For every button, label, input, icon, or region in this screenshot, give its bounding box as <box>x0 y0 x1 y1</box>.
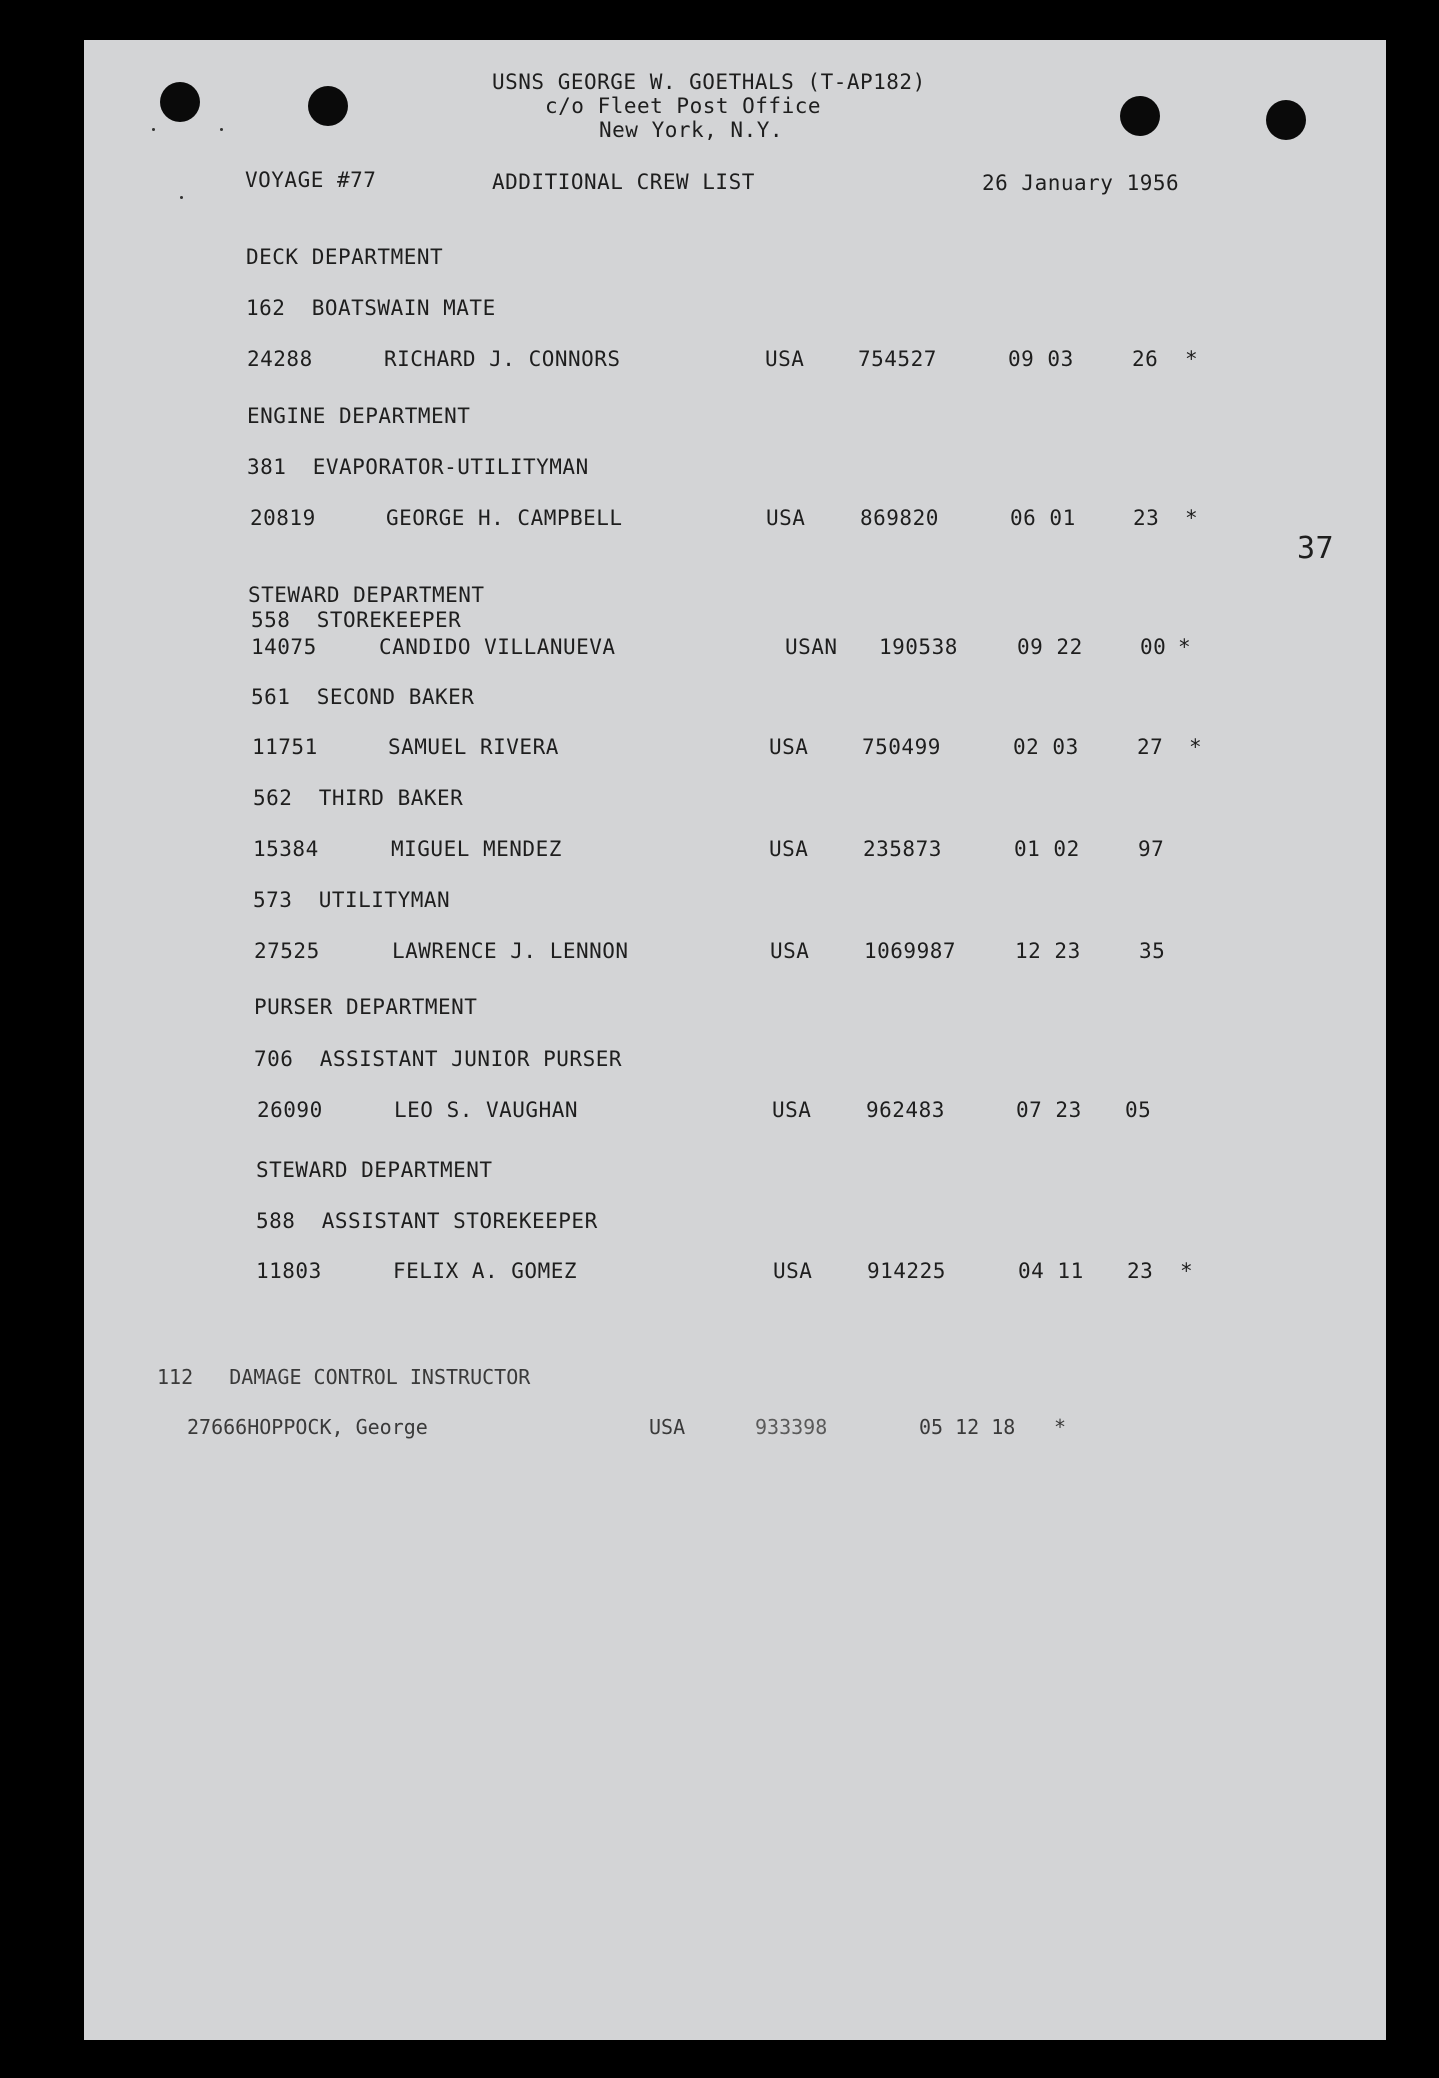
asterisk-mark: * <box>1178 635 1192 659</box>
page-number: 37 <box>1297 531 1335 566</box>
crew-nationality: USA <box>772 1098 812 1122</box>
punch-hole <box>160 82 200 122</box>
punch-hole <box>1266 100 1306 140</box>
list-title: ADDITIONAL CREW LIST <box>492 170 755 194</box>
punch-hole <box>308 86 348 126</box>
crew-name: CANDIDO VILLANUEVA <box>379 635 616 659</box>
crew-number: 914225 <box>867 1259 946 1283</box>
crew-code: 00 <box>1140 635 1167 659</box>
crew-id: 11751 <box>252 735 318 759</box>
voyage-number: VOYAGE #77 <box>245 168 377 192</box>
asterisk-mark: * <box>1180 1259 1194 1283</box>
crew-id: 11803 <box>256 1259 322 1283</box>
crew-name: LEO S. VAUGHAN <box>394 1098 579 1122</box>
crew-number: 1069987 <box>864 939 957 963</box>
crew-id: 24288 <box>247 347 313 371</box>
crew-nationality: USA <box>773 1259 813 1283</box>
crew-date-code: 07 23 <box>1016 1098 1082 1122</box>
crew-nationality: USA <box>649 1415 686 1439</box>
crew-code: 05 <box>1125 1098 1152 1122</box>
crew-id: 14075 <box>251 635 317 659</box>
crew-code: 35 <box>1139 939 1166 963</box>
crew-code: 26 <box>1132 347 1159 371</box>
crew-name: MIGUEL MENDEZ <box>391 837 562 861</box>
crew-number: 962483 <box>866 1098 945 1122</box>
address-line-1: c/o Fleet Post Office <box>545 94 822 118</box>
position-title: 162 BOATSWAIN MATE <box>246 296 496 320</box>
crew-nationality: USAN <box>785 635 838 659</box>
asterisk-mark: * <box>1054 1415 1067 1439</box>
position-title: 562 THIRD BAKER <box>253 786 464 810</box>
crew-row <box>84 1259 1386 1285</box>
crew-row <box>84 939 1386 965</box>
department-heading: STEWARD DEPARTMENT <box>248 583 485 607</box>
asterisk-mark: * <box>1185 506 1199 530</box>
asterisk-mark: * <box>1185 347 1199 371</box>
crew-number: 235873 <box>863 837 942 861</box>
asterisk-mark: * <box>1189 735 1203 759</box>
crew-date-code: 01 02 <box>1014 837 1080 861</box>
crew-number: 190538 <box>879 635 958 659</box>
crew-code: 23 <box>1127 1259 1154 1283</box>
document-page <box>84 40 1386 2040</box>
crew-date-code: 04 11 <box>1018 1259 1084 1283</box>
position-title: 558 STOREKEEPER <box>251 608 462 632</box>
crew-nationality: USA <box>770 939 810 963</box>
position-title: 706 ASSISTANT JUNIOR PURSER <box>254 1047 623 1071</box>
position-title: 573 UTILITYMAN <box>253 888 451 912</box>
crew-row <box>84 506 1386 532</box>
crew-id-and-name: 27666HOPPOCK, George <box>187 1415 428 1439</box>
crew-name: LAWRENCE J. LENNON <box>392 939 629 963</box>
position-title: 561 SECOND BAKER <box>251 685 475 709</box>
position-title: 381 EVAPORATOR-UTILITYMAN <box>247 455 589 479</box>
crew-id: 27525 <box>254 939 320 963</box>
crew-number: 869820 <box>860 506 939 530</box>
crew-date-code: 06 01 <box>1010 506 1076 530</box>
crew-code: 97 <box>1138 837 1165 861</box>
address-line-2: New York, N.Y. <box>599 118 784 142</box>
crew-date-code: 12 23 <box>1015 939 1081 963</box>
department-heading: PURSER DEPARTMENT <box>254 995 478 1019</box>
department-heading: ENGINE DEPARTMENT <box>247 404 471 428</box>
crew-row <box>84 837 1386 863</box>
crew-name: SAMUEL RIVERA <box>388 735 559 759</box>
crew-name: RICHARD J. CONNORS <box>384 347 621 371</box>
department-heading: DECK DEPARTMENT <box>246 245 444 269</box>
crew-date-code: 02 03 <box>1013 735 1079 759</box>
crew-id: 20819 <box>250 506 316 530</box>
crew-date-code: 09 22 <box>1017 635 1083 659</box>
crew-nationality: USA <box>766 506 806 530</box>
crew-id: 15384 <box>253 837 319 861</box>
crew-nationality: USA <box>769 837 809 861</box>
crew-date-code: 05 12 18 <box>919 1415 1016 1439</box>
crew-number: 750499 <box>862 735 941 759</box>
crew-code: 27 <box>1137 735 1164 759</box>
department-heading: STEWARD DEPARTMENT <box>256 1158 493 1182</box>
position-title: 112 DAMAGE CONTROL INSTRUCTOR <box>157 1365 531 1389</box>
ship-name: USNS GEORGE W. GOETHALS (T-AP182) <box>492 70 926 94</box>
crew-row <box>84 1098 1386 1124</box>
punch-hole <box>1120 96 1160 136</box>
document-date: 26 January 1956 <box>982 171 1180 195</box>
crew-row <box>84 1415 1386 1441</box>
crew-date-code: 09 03 <box>1008 347 1074 371</box>
crew-id: 26090 <box>257 1098 323 1122</box>
crew-nationality: USA <box>765 347 805 371</box>
crew-row <box>84 635 1386 661</box>
crew-name: GEORGE H. CAMPBELL <box>386 506 623 530</box>
crew-number: 933398 <box>755 1415 828 1439</box>
crew-number: 754527 <box>858 347 937 371</box>
crew-code: 23 <box>1133 506 1160 530</box>
crew-row <box>84 347 1386 373</box>
crew-name: FELIX A. GOMEZ <box>393 1259 578 1283</box>
crew-row <box>84 735 1386 761</box>
position-title: 588 ASSISTANT STOREKEEPER <box>256 1209 598 1233</box>
crew-nationality: USA <box>769 735 809 759</box>
